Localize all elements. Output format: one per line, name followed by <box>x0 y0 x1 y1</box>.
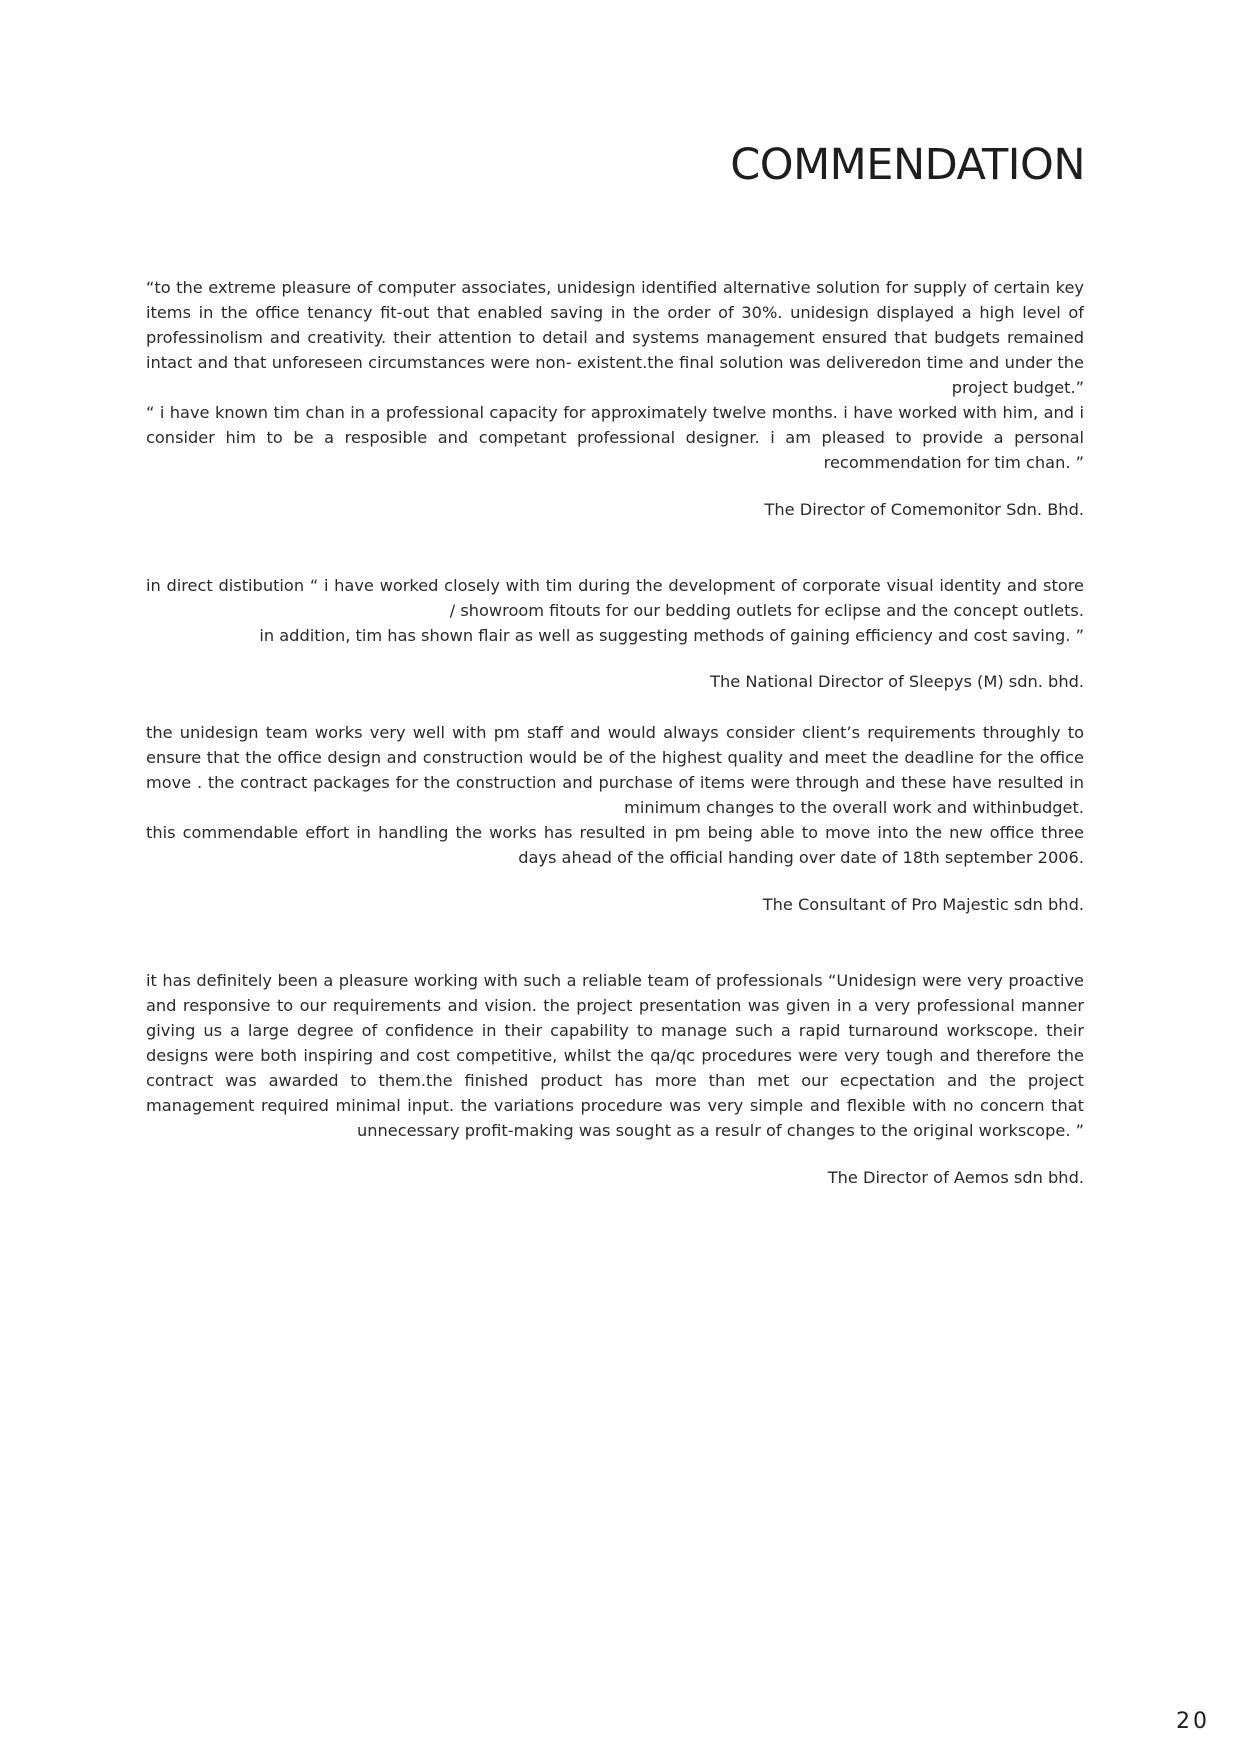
page-number: 20 <box>1176 1709 1210 1734</box>
testimonial-paragraph: the unidesign team works very well with pm staff and would always consider client’s requirements throughly to ensure that the office design and construction would be of the highest quality and meet the deadline for the office move . the contract packages for the construction and purchase of items were through and these have resulted in minimum changes to the overall work and withinbudget. <box>146 723 1084 817</box>
testimonial-signature: The Director of Comemonitor Sdn. Bhd. <box>764 500 1084 519</box>
testimonial-paragraph: “ i have known tim chan in a professional capacity for approximately twelve months. i have worked with him, and i consider him to be a resposible and competant professional designer. i am pleased to provide a personal recommendation for tim chan. ” <box>146 403 1084 472</box>
testimonial-signature: The Director of Aemos sdn bhd. <box>827 1168 1084 1187</box>
testimonials-content <box>146 275 1084 1190</box>
testimonial-paragraph: it has definitely been a pleasure working with such a reliable team of professionals “Unidesign were very proactive and responsive to our requirements and vision. the project presentation was given in a very professional manner giving us a large degree of confidence in their capability to manage such a rapid turnaround workscope. their designs were both inspiring and cost competitive, whilst the qa/qc procedures were very tough and therefore the contract was awarded to them.the finished product has more than met our ecpectation and the project management required minimal input. the variations procedure was very simple and flexible with no concern that unnecessary profit-making was sought as a resulr of changes to the original workscope. ” <box>146 971 1084 1140</box>
testimonial-comemonitor <box>146 275 1084 522</box>
testimonial-paragraph: in addition, tim has shown flair as well as suggesting methods of gaining efficiency and cost saving. ” <box>259 626 1084 645</box>
testimonial-paragraph: in direct distibution “ i have worked closely with tim during the development of corporate visual identity and store / showroom fitouts for our bedding outlets for eclipse and the concept outlets. <box>146 576 1084 620</box>
testimonial-signature: The National Director of Sleepys (M) sdn. bhd. <box>710 672 1084 691</box>
page-title: COMMENDATION <box>730 140 1085 190</box>
testimonial-aemos <box>146 968 1084 1190</box>
testimonial-signature: The Consultant of Pro Majestic sdn bhd. <box>762 895 1084 914</box>
testimonial-paragraph: “to the extreme pleasure of computer associates, unidesign identified alternative solution for supply of certain key items in the office tenancy fit-out that enabled saving in the order of 30%. unidesign displayed a high level of professinolism and creativity. their attention to detail and systems management ensured that budgets remained intact and that unforeseen circumstances were non- existent.the final solution was deliveredon time and under the project budget.” <box>146 278 1084 397</box>
testimonial-pro-majestic <box>146 720 1084 917</box>
testimonial-sleepys <box>146 573 1084 694</box>
testimonial-paragraph: this commendable effort in handling the works has resulted in pm being able to move into the new office three days ahead of the official handing over date of 18th september 2006. <box>146 823 1084 867</box>
